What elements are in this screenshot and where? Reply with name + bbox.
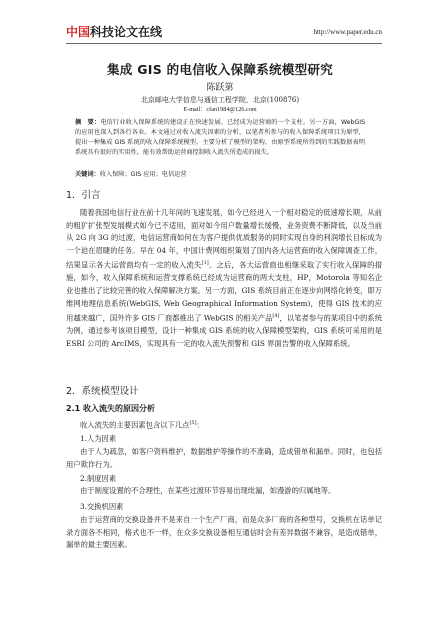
intro-end: ： — [196, 420, 204, 430]
citation-1: [1] — [201, 260, 209, 267]
s1-text-a: 随着我国电信行业在前十几年间的飞速发展，如今已经进入一个相对稳定的低速增长期，从前的粗犷扩张型发展模式如今已不适用，面对如今用户数量增长缓慢，业务资费不断降低，以及当前从 2G 向 3G 的过渡，电信运营商如何在为客户提供优质服务的同时实现自身的利润增长目标成为一个迫在眉睫的任务。早在 04 年，中国计费网组织策划了国内各大运营商的收入保障调查工作，结果显示各大运营商均有一定的收入流失 — [66, 208, 382, 270]
section-2-1-heading: 2.1 收入流失的原因分析 — [66, 404, 155, 413]
keywords — [75, 170, 365, 179]
keywords-label: 关键词： — [75, 171, 100, 178]
item-2-title: 2.制度因素 — [80, 474, 117, 483]
paper-title: 集成 GIS 的电信收入保障系统模型研究 — [106, 62, 334, 77]
item-2-text: 由于制度设置的不合理性，在某些过渡环节容易出现纰漏，如漫游的归属地等。 — [80, 486, 336, 495]
keywords-text: 收入保障；GIS 应用；电信运营 — [99, 171, 187, 178]
intro-text: 收入流失的主要因素包含以下几点 — [80, 420, 190, 430]
item-3-text: 由于运营商的交换设备并不是来自一个生产厂商，而是众多厂商的各种型号，交换机在话单记录方面各不相同，格式也不一样，在众多交换设备相互通信时会有差异数据不兼容，是造成错单，漏单的最主要因素。 — [66, 515, 382, 550]
logo-part-1: 中国 — [66, 25, 91, 39]
paper-email: E-mail：cfan1984@126.com — [183, 106, 257, 113]
citation-4: [4] — [272, 313, 280, 320]
section-1-heading: 1．引言 — [66, 190, 101, 201]
section-1-paragraph — [66, 207, 382, 350]
page-header — [66, 24, 382, 44]
item-3-title: 3.交换机因素 — [80, 502, 124, 511]
site-logo — [66, 25, 162, 39]
s1-text-c: ，以笔者参与的某项目中的系统为例，通过参考该项目模型，设计一种集成 GIS 系统的收入保障模型架构，GIS 系统可采用的是 ESRI 公司的 ArcIMS，实现具有一定的收入流失预警和 GIS 界面告警的收入保障系统。 — [66, 313, 383, 348]
paper-affiliation: 北京邮电大学信息与通信工程学院，北京(100876) — [140, 96, 300, 104]
header-url: http://www.paper.edu.cn — [313, 28, 382, 36]
s1-text-b: 。之后，各大运营商也相继采取了实行收入保障的措施，如今，收入保障系统和运营支撑系统已经成为运营商的两大支柱，HP，Motorola 等知名企业也推出了比较完善的收入保障解决方案。另一方面，GIS 系统目前正在逐步向网络化转变，即万维网地理信息系统(WebGIS, Web Geographical Information System)，使得 GIS 技术的应用越来越广，国外许多 GIS 厂商都推出了 WebGIS 的相关产品 — [66, 260, 383, 323]
paper-author: 陈跃第 — [206, 83, 234, 93]
citation-5: [5] — [189, 420, 197, 426]
item-1-text: 由于人为疏忽，如客户资料维护，数据维护等操作的不准确，造成错单和漏单。同时，也包括用户欺诈行为。 — [66, 447, 382, 469]
item-1-title: 1.人为因素 — [80, 434, 117, 443]
abstract-text: 电信行业收入保障系统的建设正在快速发展、已经成为运营商的一个支柱。另一方面，WebGIS 的应用也深入到各行各业。本文通过对收入流失因素的分析，以笔者所参与的收入保障系统项目为原型，提出一种集成 GIS 系统的收入保障系统模型。主要分析了模型的架构，由原型系统所得到的实践数据表明系统具有很好的实用性，能有效帮助运营商控制收入流失所造成的损失。 — [75, 119, 366, 156]
logo-part-2: 科技论文在线 — [90, 25, 163, 39]
abstract — [75, 118, 365, 158]
abstract-label: 摘 要： — [75, 119, 101, 126]
header-rule — [66, 43, 382, 44]
section-2-heading: 2．系统模型设计 — [66, 386, 139, 397]
section-2-1-intro — [80, 418, 204, 430]
